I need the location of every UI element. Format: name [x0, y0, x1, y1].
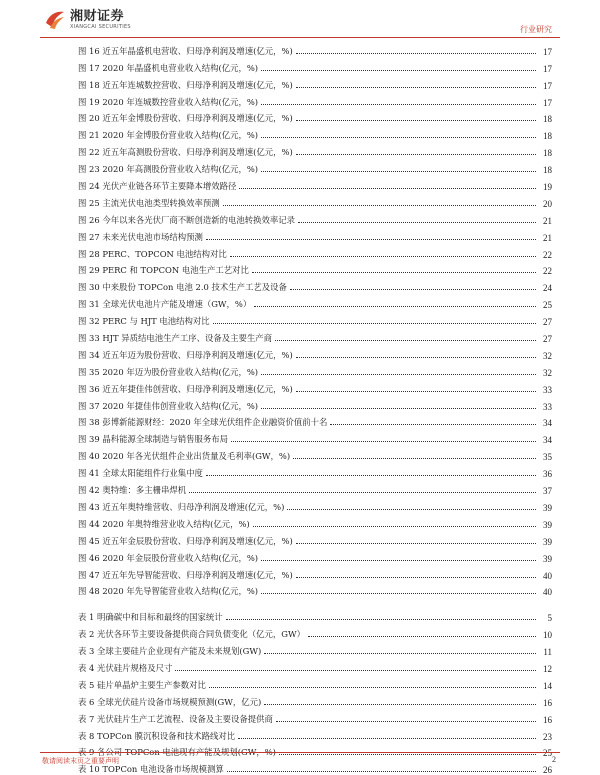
toc-figure-entry[interactable] [40, 310, 552, 327]
toc-figure-entry-label: 图 46 2020 年金辰股份营业收入结构(亿元，%) [78, 552, 259, 563]
table-of-contents [40, 40, 552, 775]
toc-figure-entry-label: 图 42 奥特维：多主栅串焊机 [78, 485, 187, 496]
toc-figure-entry-page: 39 [543, 536, 552, 547]
toc-figure-entry-page: 21 [543, 215, 552, 226]
toc-figure-entry-page: 17 [543, 46, 552, 57]
toc-figure-entry[interactable] [40, 344, 552, 361]
toc-figure-entry-label: 图 44 2020 年奥特维营业收入结构(亿元，%) [78, 518, 250, 529]
toc-figure-entry[interactable] [40, 175, 552, 192]
toc-figure-entry-label: 图 31 全球光伏电池片产能及增速（GW，%） [78, 299, 252, 310]
toc-figure-entry[interactable] [40, 581, 552, 598]
toc-figure-entry-page: 17 [543, 97, 552, 108]
toc-figure-entry-label: 图 27 未来光伏电池市场结构预测 [78, 231, 203, 242]
toc-figure-entry-label: 图 39 晶科能源全球制造与销售服务布局 [78, 434, 228, 445]
dot-leader [252, 272, 536, 273]
toc-figure-entry[interactable] [40, 513, 552, 530]
dot-leader [206, 239, 536, 240]
toc-table-entry-label: 表 7 光伏硅片生产工艺流程、设备及主要设备提供商 [78, 713, 273, 724]
dot-leader [253, 526, 536, 527]
toc-figure-entry-label: 图 28 PERC、TOPCON 电池结构对比 [78, 248, 227, 259]
toc-table-entry-label: 表 9 各公司 TOPCon 电池现有产能及规划(GW，%) [78, 747, 276, 758]
toc-figure-entry[interactable] [40, 547, 552, 564]
toc-figure-entry-page: 34 [543, 418, 552, 429]
toc-figure-entry[interactable] [40, 428, 552, 445]
dot-leader [261, 408, 536, 409]
dot-leader [261, 374, 536, 375]
toc-figure-entry-page: 39 [543, 502, 552, 513]
dot-leader [296, 120, 536, 121]
toc-figure-entry[interactable] [40, 226, 552, 243]
toc-table-entry-label: 表 1 明确碳中和目标和最终的国家统计 [78, 612, 223, 623]
dot-leader [239, 188, 536, 189]
toc-figure-entry-label: 图 37 2020 年捷佳伟创营业收入结构(亿元，%) [78, 400, 259, 411]
table-list [40, 606, 552, 775]
dot-leader [254, 306, 536, 307]
toc-table-entry-page: 10 [543, 630, 552, 641]
toc-figure-entry-label: 图 23 2020 年高测股份营业收入结构(亿元，%) [78, 164, 259, 175]
toc-figure-entry-label: 图 41 全球太阳能组件行业集中度 [78, 468, 203, 479]
toc-table-entry-label: 表 2 光伏各环节主要设备提供商合同负债变化（亿元，GW） [78, 629, 305, 640]
toc-figure-entry[interactable] [40, 462, 552, 479]
toc-figure-entry-label: 图 21 2020 年金博股份营业收入结构(亿元，%) [78, 130, 259, 141]
toc-table-entry[interactable] [40, 640, 552, 657]
dot-leader [238, 738, 536, 739]
toc-figure-entry-page: 34 [543, 435, 552, 446]
toc-table-entry[interactable] [40, 725, 552, 742]
toc-figure-entry[interactable] [40, 108, 552, 125]
toc-figure-entry[interactable] [40, 327, 552, 344]
toc-figure-entry[interactable] [40, 124, 552, 141]
toc-figure-entry[interactable] [40, 412, 552, 429]
toc-table-entry-label: 表 4 光伏硅片规格及尺寸 [78, 662, 173, 673]
toc-figure-entry-page: 18 [543, 131, 552, 142]
toc-figure-entry-page: 35 [543, 452, 552, 463]
dot-leader [275, 340, 536, 341]
toc-figure-entry-page: 33 [543, 401, 552, 412]
toc-figure-entry[interactable] [40, 141, 552, 158]
toc-table-entry[interactable] [40, 623, 552, 640]
toc-figure-entry-page: 20 [543, 198, 552, 209]
page-number: 2 [552, 755, 556, 764]
toc-figure-entry[interactable] [40, 530, 552, 547]
dot-leader [296, 53, 536, 54]
toc-figure-entry-page: 19 [543, 182, 552, 193]
toc-figure-entry-page: 27 [543, 317, 552, 328]
toc-figure-entry-page: 22 [543, 266, 552, 277]
dot-leader [293, 458, 536, 459]
dot-leader [264, 653, 536, 654]
toc-figure-entry-label: 图 35 2020 年迈为股份营业收入结构(亿元，%) [78, 366, 259, 377]
toc-figure-entry[interactable] [40, 496, 552, 513]
dot-leader [290, 289, 536, 290]
toc-figure-entry-label: 图 25 主流光伏电池类型转换效率预测 [78, 197, 220, 208]
toc-table-entry-page: 16 [543, 714, 552, 725]
dot-leader [261, 104, 536, 105]
toc-figure-entry-label: 图 29 PERC 和 TOPCON 电池生产工艺对比 [78, 265, 249, 276]
toc-figure-entry[interactable] [40, 564, 552, 581]
toc-figure-entry-page: 17 [543, 63, 552, 74]
dot-leader [261, 137, 536, 138]
toc-table-entry[interactable] [40, 674, 552, 691]
toc-figure-entry[interactable] [40, 395, 552, 412]
toc-figure-entry-page: 32 [543, 350, 552, 361]
toc-figure-entry[interactable] [40, 74, 552, 91]
dot-leader [287, 509, 536, 510]
dot-leader [261, 560, 536, 561]
toc-figure-entry-page: 24 [543, 283, 552, 294]
toc-figure-entry[interactable] [40, 260, 552, 277]
toc-figure-entry[interactable] [40, 243, 552, 260]
toc-table-entry-page: 16 [543, 697, 552, 708]
toc-figure-entry[interactable] [40, 445, 552, 462]
page-header [0, 0, 600, 44]
dot-leader [264, 704, 536, 705]
toc-figure-entry-page: 39 [543, 519, 552, 530]
toc-figure-entry-label: 图 30 中来股份 TOPCon 电池 2.0 技术生产工艺及设备 [78, 282, 287, 293]
toc-table-entry-page: 14 [543, 680, 552, 691]
dot-leader [209, 687, 536, 688]
brand-name-en: XIANGCAI SECURITIES [70, 24, 131, 30]
dot-leader [276, 721, 536, 722]
dot-leader [261, 593, 536, 594]
brand-logo-icon [44, 9, 66, 31]
dot-leader [189, 492, 536, 493]
toc-figure-entry-label: 图 48 2020 年先导智能营业收入结构(亿元，%) [78, 586, 259, 597]
toc-figure-entry-page: 36 [543, 469, 552, 480]
toc-figure-entry-page: 18 [543, 148, 552, 159]
toc-figure-entry-label: 图 24 光伏产业链各环节主要降本增效路径 [78, 181, 237, 192]
toc-table-entry-page: 23 [543, 731, 552, 742]
toc-figure-entry-label: 图 33 HJT 异质结电池生产工序、设备及主要生产商 [78, 333, 273, 344]
toc-figure-entry[interactable] [40, 209, 552, 226]
toc-table-entry-page: 12 [543, 663, 552, 674]
toc-figure-entry-page: 32 [543, 367, 552, 378]
dot-leader [261, 70, 536, 71]
toc-table-entry-page: 26 [543, 765, 552, 775]
dot-leader [296, 154, 536, 155]
toc-figure-entry-page: 18 [543, 165, 552, 176]
toc-table-entry-label: 表 6 全球光伏硅片设备市场规模预测(GW，亿元) [78, 696, 262, 707]
toc-figure-entry-page: 17 [543, 80, 552, 91]
toc-figure-entry-page: 27 [543, 334, 552, 345]
dot-leader [231, 441, 536, 442]
header-divider [40, 37, 560, 38]
dot-leader [226, 619, 536, 620]
toc-table-entry-label: 表 8 TOPCon 膜沉积设备和技术路线对比 [78, 730, 236, 741]
toc-table-entry[interactable] [40, 657, 552, 674]
toc-table-entry[interactable] [40, 606, 552, 623]
toc-figure-entry-label: 图 22 近五年高测股份营收、归母净利润及增速(亿元，%) [78, 147, 293, 158]
dot-leader [298, 222, 536, 223]
toc-figure-entry[interactable] [40, 293, 552, 310]
toc-figure-entry[interactable] [40, 479, 552, 496]
dot-leader [308, 636, 536, 637]
figure-list [40, 40, 552, 597]
toc-figure-entry-page: 40 [543, 570, 552, 581]
toc-figure-entry-page: 21 [543, 232, 552, 243]
brand-name-cn: 湘财证券 [70, 9, 125, 24]
toc-table-entry[interactable] [40, 691, 552, 708]
dot-leader [279, 754, 536, 755]
toc-figure-entry-label: 图 43 近五年奥特维营收、归母净利润及增速(亿元，%) [78, 501, 285, 512]
toc-figure-entry-page: 18 [543, 114, 552, 125]
dot-leader [296, 577, 536, 578]
toc-figure-entry[interactable] [40, 57, 552, 74]
dot-leader [223, 205, 536, 206]
toc-figure-entry[interactable] [40, 192, 552, 209]
toc-figure-entry-label: 图 47 近五年先导智能营收、归母净利润及增速(亿元，%) [78, 569, 293, 580]
dot-leader [230, 256, 536, 257]
toc-figure-entry[interactable] [40, 40, 552, 57]
footer-disclaimer[interactable]: 敬请阅读末页之重要声明 [42, 757, 119, 765]
toc-figure-entry-label: 图 45 近五年金辰股份营收、归母净利润及增速(亿元，%) [78, 535, 293, 546]
toc-figure-entry-page: 33 [543, 384, 552, 395]
toc-figure-entry-label: 图 32 PERC 与 HJT 电池结构对比 [78, 316, 210, 327]
toc-table-entry-label: 表 5 硅片单晶炉主要生产参数对比 [78, 679, 206, 690]
brand-logo [44, 9, 131, 31]
report-type: 行业研究 [520, 25, 552, 34]
toc-table-entry-page: 25 [543, 748, 552, 759]
toc-figure-entry-label: 图 40 2020 年各光伏组件企业出货量及毛利率(GW，%) [78, 451, 291, 462]
toc-figure-entry-label: 图 19 2020 年连城数控营业收入结构(亿元，%) [78, 96, 259, 107]
dot-leader [227, 771, 536, 772]
toc-figure-entry-label: 图 20 近五年金博股份营收、归母净利润及增速(亿元，%) [78, 113, 293, 124]
toc-figure-entry[interactable] [40, 361, 552, 378]
dot-leader [175, 670, 536, 671]
toc-table-entry-page: 11 [543, 647, 552, 658]
toc-figure-entry-page: 39 [543, 553, 552, 564]
toc-figure-entry-label: 图 34 近五年迈为股份营收、归母净利润及增速(亿元，%) [78, 349, 293, 360]
toc-figure-entry-page: 40 [543, 587, 552, 598]
dot-leader [296, 357, 536, 358]
toc-figure-entry-label: 图 16 近五年晶盛机电营收、归母净利润及增速(亿元，%) [78, 45, 293, 56]
toc-table-entry-label: 表 10 TOPCon 电池设备市场规模测算 [78, 764, 224, 775]
toc-figure-entry-label: 图 36 近五年捷佳伟创营收、归母净利润及增速(亿元，%) [78, 383, 293, 394]
toc-figure-entry[interactable] [40, 276, 552, 293]
toc-figure-entry-label: 图 38 彭博新能源财经：2020 年全球光伏组件企业融资价值前十名 [78, 417, 328, 428]
dot-leader [296, 87, 536, 88]
toc-table-entry-page: 5 [547, 613, 552, 624]
toc-figure-entry[interactable] [40, 378, 552, 395]
toc-figure-entry-page: 22 [543, 249, 552, 260]
toc-table-entry-label: 表 3 全球主要硅片企业现有产能及未来规划(GW) [78, 646, 262, 657]
toc-figure-entry-page: 25 [543, 300, 552, 311]
dot-leader [296, 543, 536, 544]
toc-figure-entry-label: 图 17 2020 年晶盛机电营业收入结构(亿元，%) [78, 62, 259, 73]
toc-figure-entry-label: 图 26 今年以来各光伏厂商不断创造新的电池转换效率记录 [78, 214, 295, 225]
dot-leader [261, 171, 536, 172]
dot-leader [330, 424, 536, 425]
dot-leader [296, 391, 536, 392]
dot-leader [213, 323, 536, 324]
footer-divider [40, 752, 560, 753]
dot-leader [206, 475, 536, 476]
toc-table-entry[interactable] [40, 708, 552, 725]
toc-figure-entry-label: 图 18 近五年连城数控营收、归母净利润及增速(亿元，%) [78, 79, 293, 90]
toc-figure-entry[interactable] [40, 91, 552, 108]
toc-figure-entry-page: 37 [543, 486, 552, 497]
toc-figure-entry[interactable] [40, 158, 552, 175]
